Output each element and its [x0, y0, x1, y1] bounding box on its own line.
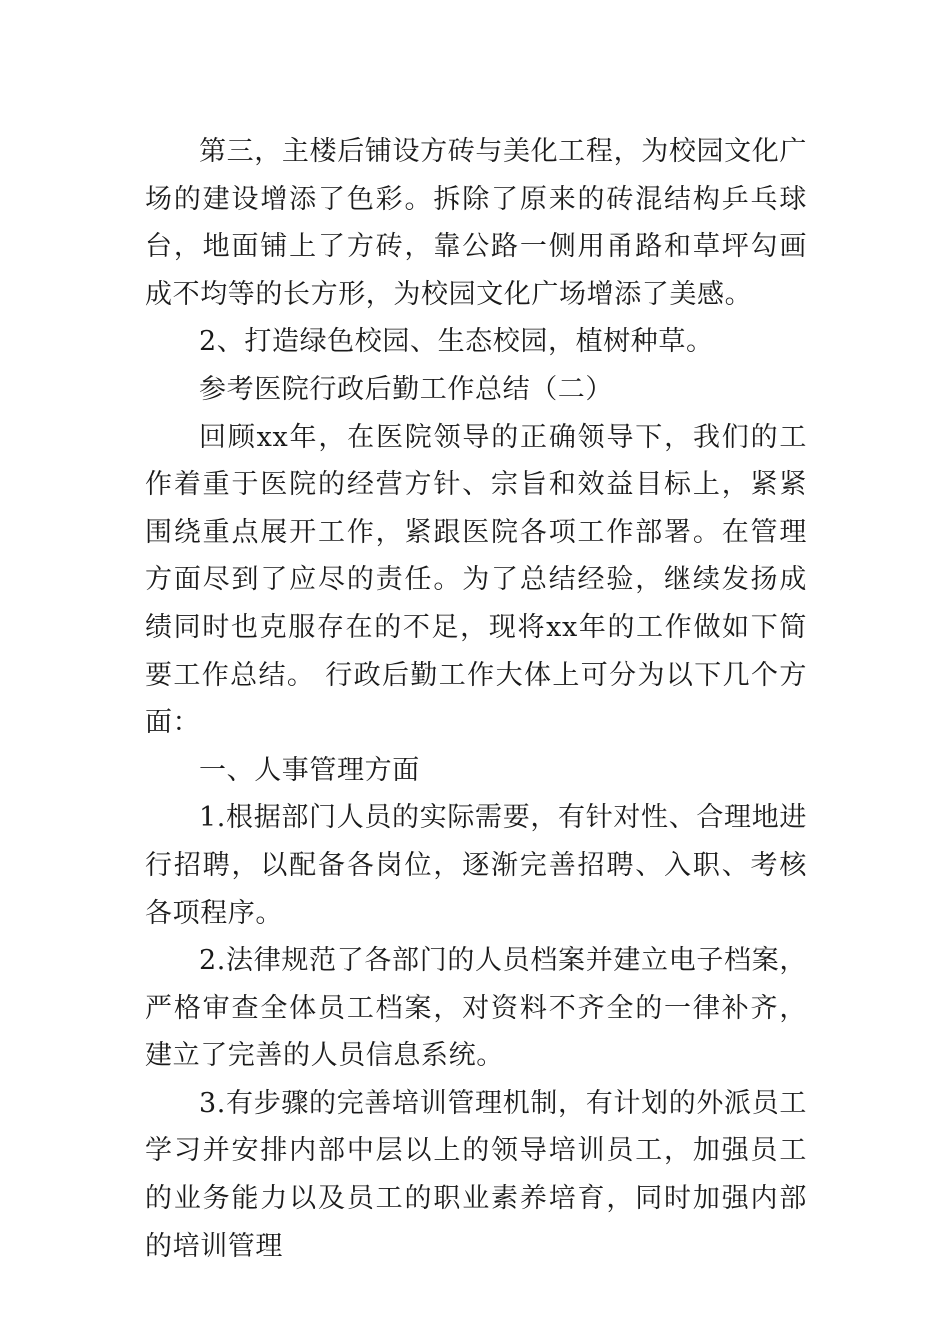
list-item-archives: 2.法律规范了各部门的人员档案并建立电子档案，严格审查全体员工档案，对资料不齐全的一律补齐，建立了完善的人员信息系统。 — [145, 945, 807, 1072]
paragraph-review: 回顾xx年，在医院领导的正确领导下，我们的工作着重于医院的经营方针、宗旨和效益目标上，紧紧围绕重点展开工作，紧跟医院各项工作部署。在管理方面尽到了应尽的责任。为了总结经验，继续发扬成绩同时也克服存在的不足，现将xx年的工作做如下简要工作总结。 行政后勤工作大体上可分为以下几个方面： — [145, 421, 807, 739]
paragraph-campus-square: 第三，主楼后铺设方砖与美化工程，为校园文化广场的建设增添了色彩。拆除了原来的砖混结构乒乓球台，地面铺上了方砖，靠公路一侧用甬路和草坪勾画成不均等的长方形，为校园文化广场增添了美感。 — [145, 136, 807, 310]
paragraph-green-campus: 2、打造绿色校园、生态校园，植树种草。 — [199, 326, 714, 358]
list-item-training: 3.有步骤的完善培训管理机制，有计划的外派员工学习并安排内部中层以上的领导培训员工，加强员工的业务能力以及员工的职业素养培育，同时加强内部的培训管理 — [145, 1087, 807, 1262]
section-heading: 参考医院行政后勤工作总结（二） — [199, 373, 613, 405]
list-item-recruitment: 1.根据部门人员的实际需要，有针对性、合理地进行招聘，以配备各岗位，逐渐完善招聘、入职、考核各项程序。 — [145, 802, 807, 929]
document-body — [145, 128, 807, 1270]
subsection-heading-personnel: 一、人事管理方面 — [199, 754, 420, 786]
